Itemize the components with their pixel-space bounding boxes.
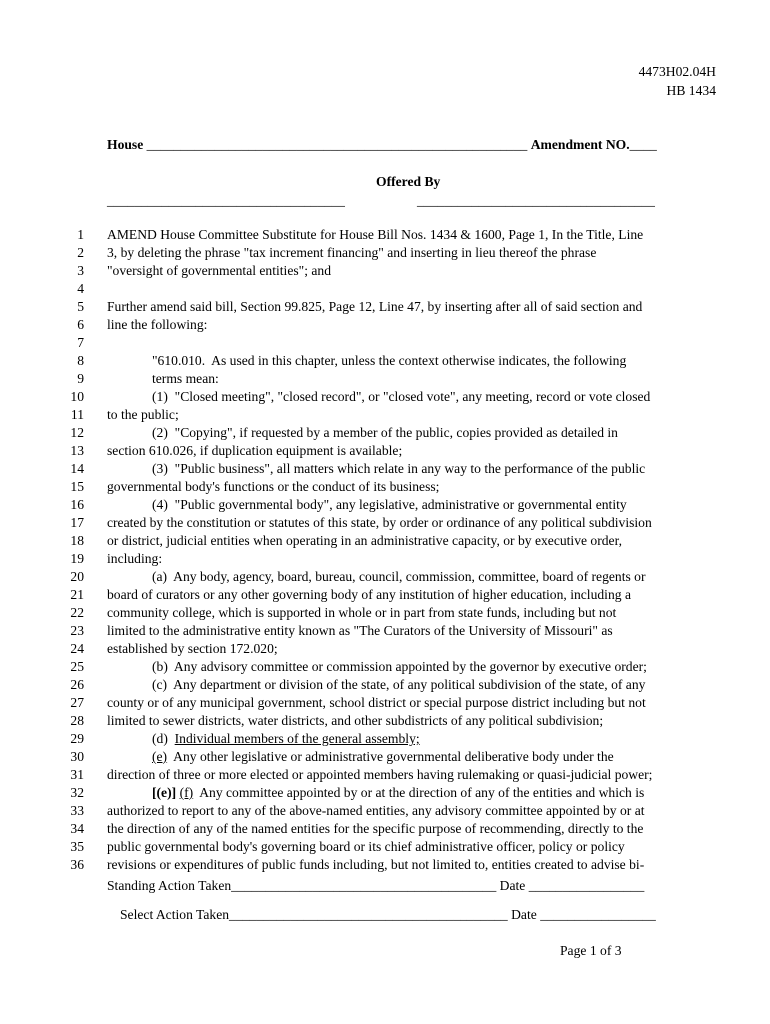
body-line: (2) "Copying", if requested by a member of the public, copies provided as detailed in (152, 425, 618, 440)
line-number: 24 (70, 641, 84, 656)
line-number: 11 (70, 407, 84, 422)
body-line: line the following: (107, 317, 208, 332)
body-line: revisions or expenditures of public funds including, but not limited to, entities created to advise bi- (107, 857, 645, 872)
page-number: Page 1 of 3 (560, 943, 622, 958)
line-number: 17 (70, 515, 84, 530)
body-line: authorized to report to any of the above-named entities, any advisory committee appointed by or at (107, 803, 645, 818)
inserted-text: (e) (152, 749, 168, 764)
offered-by-label: Offered By (376, 174, 441, 189)
standing-date-field[interactable]: _________________ (528, 878, 645, 893)
body-line: limited to the administrative entity known as "The Curators of the University of Missouri" as (107, 623, 613, 638)
line-number: 26 (70, 677, 84, 692)
line-number: 12 (70, 425, 84, 440)
body-line: (b) Any advisory committee or commission appointed by the governor by executive order; (152, 659, 647, 674)
body-line: including: (107, 551, 163, 566)
line-number: 7 (77, 335, 84, 350)
line-number: 13 (70, 443, 84, 458)
standing-action-label: Standing Action Taken (107, 878, 232, 893)
item-e-text: Any other legislative or administrative governmental deliberative body under the (167, 749, 614, 764)
line-number: 28 (70, 713, 84, 728)
body-line: (a) Any body, agency, board, bureau, council, commission, committee, board of regents or (152, 569, 646, 584)
offered-by-blank-right: ___________________________________ (417, 193, 655, 208)
line-number: 32 (70, 785, 84, 800)
body-line: established by section 172.020; (107, 641, 278, 656)
body-line: community college, which is supported in whole or in part from state funds, including but not (107, 605, 617, 620)
date-label: Date (499, 878, 526, 893)
amendment-number-blank: ____ (629, 137, 657, 152)
standing-action-field[interactable]: _______________________________________ (231, 878, 497, 893)
body-line: county or of any municipal government, school district or special purpose district including but not (107, 695, 646, 710)
line-number: 25 (70, 659, 84, 674)
line-number: 1 (77, 227, 84, 242)
line-number: 33 (70, 803, 84, 818)
document-code: 4473H02.04H (638, 64, 716, 79)
body-line: section 610.026, if duplication equipment is available; (107, 443, 403, 458)
body-line: 3, by deleting the phrase "tax increment financing" and inserting in lieu thereof the phrase (107, 245, 597, 260)
line-number: 15 (70, 479, 84, 494)
item-d-label: (d) (152, 731, 175, 746)
body-line: AMEND House Committee Substitute for House Bill Nos. 1434 & 1600, Page 1, In the Title, Line (107, 227, 644, 242)
body-line: the direction of any of the named entities for the specific purpose of recommending, directly to the (107, 821, 644, 836)
body-line: or district, judicial entities when operating in an administrative capacity, or by executive order, (107, 533, 622, 548)
line-number: 14 (70, 461, 84, 476)
line-number: 4 (77, 281, 84, 296)
line-number: 23 (70, 623, 84, 638)
body-line: public governmental body's governing board or its chief administrative officer, policy or policy (107, 839, 625, 854)
line-number: 36 (70, 857, 84, 872)
line-number: 10 (70, 389, 84, 404)
body-line: "610.010. As used in this chapter, unless the context otherwise indicates, the following (152, 353, 627, 368)
body-line: "oversight of governmental entities"; and (107, 263, 332, 278)
offered-by-blank-left: ___________________________________ (107, 193, 345, 208)
line-number: 35 (70, 839, 84, 854)
line-number: 30 (70, 749, 84, 764)
line-number: 20 (70, 569, 84, 584)
line-number: 9 (77, 371, 84, 386)
house-label: House (107, 137, 144, 152)
amendment-label: Amendment NO. (530, 137, 630, 152)
house-blank: ________________________________________________________ (146, 137, 528, 152)
inserted-text: Individual members of the general assembly; (174, 731, 420, 746)
body-line: (c) Any department or division of the state, of any political subdivision of the state, of any (152, 677, 646, 692)
body-line (107, 731, 420, 747)
body-line: (3) "Public business", all matters which relate in any way to the performance of the public (152, 461, 646, 476)
body-line: governmental body's functions or the conduct of its business; (107, 479, 440, 494)
standing-action-row (107, 878, 644, 894)
line-number: 16 (70, 497, 84, 512)
select-date-field[interactable]: _________________ (540, 907, 656, 922)
line-number: 31 (70, 767, 84, 782)
line-number: 19 (70, 551, 84, 566)
body-line: board of curators or any other governing body of any institution of higher education, including a (107, 587, 631, 602)
line-number: 5 (77, 299, 84, 314)
line-number: 18 (70, 533, 84, 548)
line-number: 34 (70, 821, 84, 836)
select-action-field[interactable]: _________________________________________ (229, 907, 508, 922)
body-line: direction of three or more elected or appointed members having rulemaking or quasi-judicial power; (107, 767, 653, 782)
body-line (107, 785, 644, 801)
body-line: terms mean: (152, 371, 219, 386)
line-number: 6 (77, 317, 84, 332)
select-action-label: Select Action Taken (120, 907, 230, 922)
line-number: 22 (70, 605, 84, 620)
body-line: (1) "Closed meeting", "closed record", or "closed vote", any meeting, record or vote closed (152, 389, 651, 404)
line-number: 8 (77, 353, 84, 368)
line-number: 27 (70, 695, 84, 710)
line-number: 29 (70, 731, 84, 746)
bill-number: HB 1434 (666, 83, 716, 98)
body-line: created by the constitution or statutes of this state, by order or ordinance of any political subdivision (107, 515, 652, 530)
deleted-text: [(e)] (152, 785, 177, 800)
body-line: to the public; (107, 407, 179, 422)
body-line: limited to sewer districts, water districts, and other subdistricts of any political subdivision; (107, 713, 604, 728)
line-number: 21 (70, 587, 84, 602)
date-label: Date (511, 907, 537, 922)
body-line: (4) "Public governmental body", any legislative, administrative or governmental entity (152, 497, 627, 512)
body-line: Further amend said bill, Section 99.825, Page 12, Line 47, by inserting after all of said section and (107, 299, 643, 314)
house-amendment-line (107, 137, 657, 153)
line-number: 3 (77, 263, 84, 278)
line-number: 2 (77, 245, 84, 260)
body-line (107, 749, 614, 765)
select-action-row (120, 907, 656, 923)
item-f-text: Any committee appointed by or at the direction of any of the entities and which is (193, 785, 645, 800)
inserted-text: (f) (179, 785, 194, 800)
